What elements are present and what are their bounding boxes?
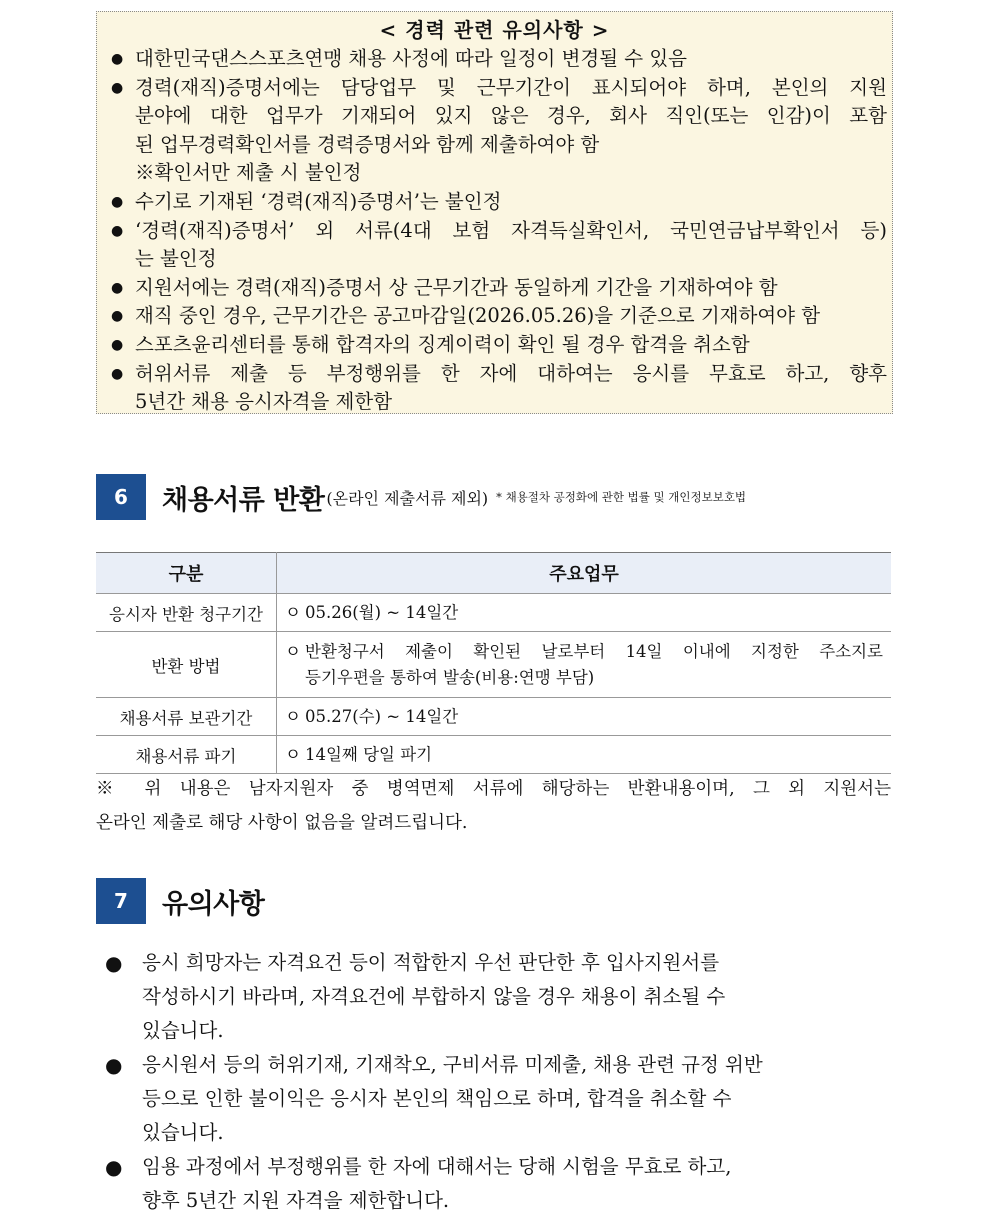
row-content: ㅇ 반환청구서 제출이 확인된 날로부터 14일 이내에 지정한 주소지로 등기우편을 통하여 발송(비용:연맹 부담) — [277, 632, 892, 698]
row-content: ㅇ 05.27(수) ~ 14일간 — [277, 698, 892, 736]
row-label: 반환 방법 — [96, 632, 277, 698]
row-label: 채용서류 보관기간 — [96, 698, 277, 736]
row-label: 응시자 반환 청구기간 — [96, 594, 277, 632]
notice-item: ● 지원서에는 경력(재직)증명서 상 근무기간과 동일하게 기간을 기재하여야 함 — [107, 274, 887, 303]
precaution-item: ● 응시 희망자는 자격요건 등이 적합한지 우선 판단한 후 입사지원서를 작성하시기 바라며, 자격요건에 부합하지 않을 경우 채용이 취소될 수 있습니다. — [104, 946, 874, 1048]
section-title: 채용서류 반환 — [162, 484, 325, 516]
row-content: ㅇ 05.26(월) ~ 14일간 — [277, 594, 892, 632]
precaution-item: ● 응시원서 등의 허위기재, 기재착오, 구비서류 미제출, 채용 관련 규정 위반 등으로 인한 불이익은 응시자 본인의 책임으로 하며, 합격을 취소할 수 있습니다. — [104, 1048, 874, 1150]
bullet-icon: ● — [105, 951, 123, 975]
circle-marker-icon: ㅇ — [285, 706, 301, 726]
notice-item: ● ‘경력(재직)증명서’ 외 서류(4대 보험 자격득실확인서, 국민연금납부확인서 등) 는 불인정 — [111, 218, 887, 271]
table-footnote: ※ 위 내용은 남자지원자 중 병역면제 서류에 해당하는 반환내용이며, 그 외 지원서는 온라인 제출로 해당 사항이 없음을 알려드립니다. — [96, 779, 891, 833]
section-6-header — [96, 474, 746, 520]
table-row — [96, 594, 891, 632]
precaution-item: ● 임용 과정에서 부정행위를 한 자에 대해서는 당해 시험을 무효로 하고, 향후 5년간 지원 자격을 제한합니다. — [104, 1150, 874, 1218]
legal-reference-note: * 채용절차 공정화에 관한 법률 및 개인정보보호법 — [496, 490, 747, 504]
notice-item: ● 경력(재직)증명서에는 담당업무 및 근무기간이 표시되어야 하며, 본인의 지원 분야에 대한 업무가 기재되어 있지 않은 경우, 회사 직인(또는 인감)이 포함 된 업무경력확인서를 경력증명서와 함께 제출하여야 함 ※확인서만 제출 시 불인정 — [111, 75, 887, 185]
section-subtitle: (온라인 제출서류 제외) — [326, 488, 489, 508]
section-title: 유의사항 — [162, 888, 265, 920]
precautions-list — [104, 946, 874, 1218]
circle-marker-icon: ㅇ — [285, 641, 301, 661]
bullet-icon: ● — [111, 336, 124, 353]
notice-item: ● 수기로 기재된 ‘경력(재직)증명서’는 불인정 — [107, 188, 887, 217]
document-return-table — [96, 552, 891, 774]
column-header-category: 구분 — [96, 553, 277, 594]
bullet-icon: ● — [105, 1155, 123, 1179]
circle-marker-icon: ㅇ — [285, 602, 301, 622]
bullet-icon: ● — [111, 308, 124, 325]
notice-item: ● 재직 중인 경우, 근무기간은 공고마감일(2026.05.26)을 기준으로 기재하여야 함 — [107, 302, 887, 331]
row-content: ㅇ 14일째 당일 파기 — [277, 736, 892, 774]
table-row — [96, 632, 891, 698]
table-header-row — [96, 553, 891, 594]
career-notice-box — [96, 11, 893, 414]
table-row — [96, 698, 891, 736]
bullet-icon: ● — [111, 279, 124, 296]
bullet-icon: ● — [111, 79, 124, 96]
circle-marker-icon: ㅇ — [285, 744, 301, 764]
row-label: 채용서류 파기 — [96, 736, 277, 774]
bullet-icon: ● — [111, 51, 124, 67]
bullet-icon: ● — [111, 193, 124, 210]
section-number-badge: 7 — [96, 878, 146, 924]
table-row — [96, 736, 891, 774]
notice-title: < 경력 관련 유의사항 > — [379, 18, 610, 42]
notice-item: ● 스포츠윤리센터를 통해 합격자의 징계이력이 확인 될 경우 합격을 취소함 — [107, 331, 887, 360]
notice-item: ● 대한민국댄스스포츠연맹 채용 사정에 따라 일정이 변경될 수 있음 — [107, 45, 887, 74]
notice-list — [107, 45, 887, 417]
section-number-badge: 6 — [96, 474, 146, 520]
bullet-icon: ● — [105, 1053, 123, 1077]
bullet-icon: ● — [111, 222, 124, 239]
column-header-main-tasks: 주요업무 — [277, 553, 892, 594]
section-7-header — [96, 878, 264, 924]
notice-item: ● 허위서류 제출 등 부정행위를 한 자에 대하여는 응시를 무효로 하고, 향후 5년간 채용 응시자격을 제한함 — [111, 361, 887, 414]
bullet-icon: ● — [111, 365, 124, 382]
